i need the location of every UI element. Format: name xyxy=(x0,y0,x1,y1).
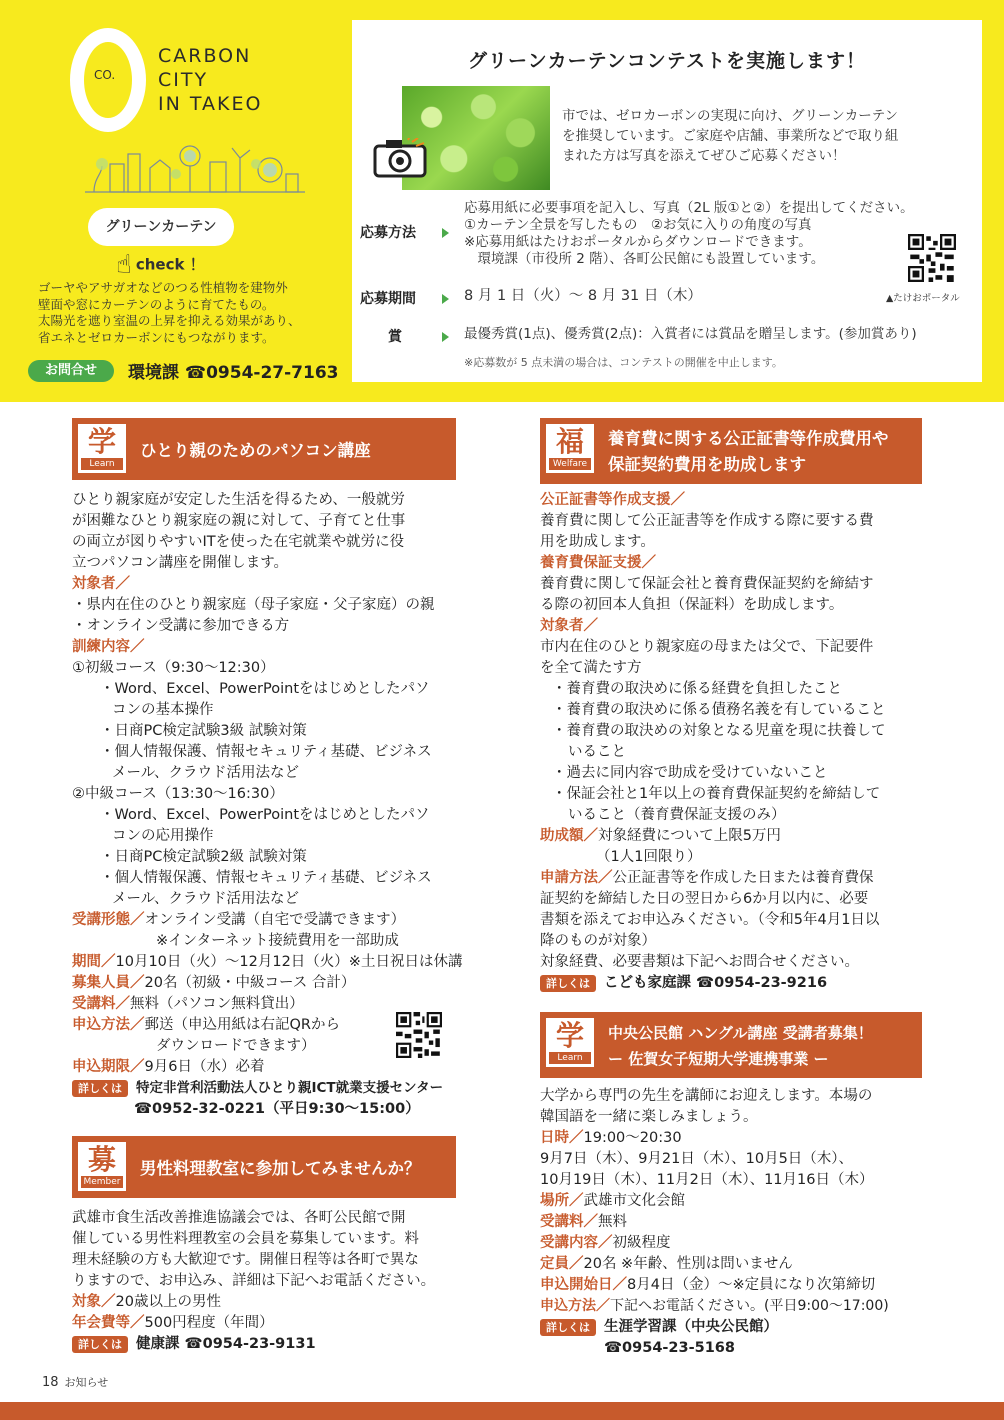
desc-line: ゴーヤやアサガオなどのつる性植物を建物外 xyxy=(38,280,288,295)
body-line: ・個人情報保護、情報セキュリティ基礎、ビジネス xyxy=(100,744,432,760)
cooking-title: 男性料理教室に参加してみませんか？ xyxy=(140,1159,421,1178)
logo-line: CITY xyxy=(158,69,209,91)
method-line: ※応募用紙はたけおポータルからダウンロードできます。 xyxy=(464,234,812,250)
body-line: コンの基本操作 xyxy=(112,702,214,718)
cooking-header xyxy=(72,1136,456,1198)
body-line: ・過去に同内容で助成を受けていないこと xyxy=(552,765,828,781)
body-line: 養育費に関して公正証書等を作成する際に要する費 xyxy=(540,513,874,529)
camera-icon xyxy=(372,138,428,178)
check-text: check ！ xyxy=(135,255,205,274)
field-label: 申請方法／ xyxy=(540,870,613,886)
body-line: ・養育費の取決めに係る経費を負担したこと xyxy=(552,681,842,697)
field-value: 19:00～20:30 xyxy=(583,1130,682,1146)
field-label: 年会費等／ xyxy=(72,1315,145,1331)
pc-course-header xyxy=(72,418,456,480)
body-line: ダウンロードできます） xyxy=(156,1038,316,1054)
learn-badge xyxy=(546,1018,594,1067)
body-line: いること xyxy=(568,744,626,760)
title-line: ー 佐賀女子短期大学連携事業 ー xyxy=(608,1050,829,1068)
field-label: 申込開始日／ xyxy=(540,1277,627,1293)
field-value: 武雄市文化会館 xyxy=(583,1193,685,1209)
qr-code-icon xyxy=(908,234,956,282)
body-line: メール、クラウド活用法など xyxy=(112,891,300,907)
body-line: 武雄市食生活改善推進協議会では、各町公民館で開 xyxy=(72,1210,406,1226)
method-label: 応募方法 xyxy=(360,225,416,241)
field-label: 日時／ xyxy=(540,1130,584,1146)
body-line: ・オンライン受講に参加できる方 xyxy=(72,618,290,634)
field-label: 助成額／ xyxy=(540,828,598,844)
pointing-hand-icon: ☝ xyxy=(116,250,132,280)
body-line: 市内在住のひとり親家庭の母または父で、下記要件 xyxy=(540,639,874,655)
body-line: 降のものが対象） xyxy=(540,933,656,949)
body-line: ・養育費の取決めの対象となる児童を現に扶養して xyxy=(552,723,886,739)
field-label: 募集人員／ xyxy=(72,975,145,991)
green-curtain-description xyxy=(38,280,338,346)
body-line: 立つパソコン講座を開催します。 xyxy=(72,555,289,571)
desc-line: 壁面や窓にカーテンのように育てたもの。 xyxy=(38,296,275,312)
contest-intro xyxy=(562,106,962,166)
contact-tel: ☎0954-23-5168 xyxy=(604,1340,735,1356)
field-value: 初級程度 xyxy=(612,1235,671,1251)
welfare-body xyxy=(540,490,936,994)
body-line: ※インターネット接続費用を一部助成 xyxy=(156,933,399,949)
field-label: 申込方法／ xyxy=(72,1017,145,1033)
field-value: 郵送（申込用紙は右記QRから xyxy=(144,1017,340,1033)
cooking-body xyxy=(72,1208,468,1355)
field-label: 受講内容／ xyxy=(540,1235,613,1251)
field-label: 受講料／ xyxy=(72,996,130,1012)
field-value: 20歳以上の男性 xyxy=(115,1294,221,1310)
field-label: 場所／ xyxy=(540,1193,584,1209)
body-line: 韓国語を一緒に楽しみましょう。 xyxy=(540,1109,758,1125)
qr-code-icon xyxy=(396,1012,442,1058)
contest-note: ※応募数が 5 点未満の場合は、コンテストの開催を中止します。 xyxy=(464,356,783,369)
body-line: の両立が図りやすいITを使った在宅就業や就労に役 xyxy=(72,534,405,550)
badge-en: Learn xyxy=(549,1052,591,1064)
field-value: 無料（パソコン無料貸出） xyxy=(130,996,304,1012)
welfare-title xyxy=(608,426,889,478)
body-line: コンの応用操作 xyxy=(112,828,214,844)
member-badge xyxy=(78,1142,126,1191)
badge-en: Learn xyxy=(81,458,123,470)
badge-kanji: 募 xyxy=(87,1143,116,1176)
body-line: ・養育費の取決めに係る債務名義を有していること xyxy=(552,702,886,718)
check-label xyxy=(116,250,205,280)
field-label: 期間／ xyxy=(72,954,116,970)
field-label: 訓練内容／ xyxy=(72,639,145,655)
body-line: ・Word、Excel、PowerPointをはじめとしたパソ xyxy=(100,807,430,823)
body-line: 用を助成します。 xyxy=(540,534,655,550)
field-label: 対象／ xyxy=(72,1294,116,1310)
body-line: る際の初回本人負担（保証料）を助成します。 xyxy=(540,597,844,613)
field-value: 公正証書等を作成した日または養育費保 xyxy=(612,870,874,886)
learn-badge xyxy=(78,424,126,473)
arrow-right-icon xyxy=(442,294,449,304)
method-line: 応募用紙に必要事項を記入し、写真（2L 版①と②）を提出してください。 xyxy=(464,200,914,216)
org-name: 特定非営利活動法人ひとり親ICT就業支援センター xyxy=(136,1080,444,1096)
badge-kanji: 福 xyxy=(555,425,584,458)
desc-line: 省エネとゼロカーボンにもつながります。 xyxy=(38,329,275,345)
badge-en: Welfare xyxy=(549,458,591,470)
field-value: 下記へお電話ください。(平日9:00～17:00) xyxy=(610,1298,889,1314)
welfare-badge xyxy=(546,424,594,473)
top-band xyxy=(0,0,1004,402)
qr-caption: ▲たけおポータル xyxy=(886,293,960,304)
body-line: を全て満たす方 xyxy=(540,660,642,676)
arrow-right-icon xyxy=(442,228,449,238)
body-line: ②中級コース（13:30～16:30） xyxy=(72,786,284,802)
korean-body xyxy=(540,1086,936,1359)
body-line: ・Word、Excel、PowerPointをはじめとしたパソ xyxy=(100,681,430,697)
body-line: 証契約を締結した日の翌日から6か月以内に、必要 xyxy=(540,891,869,907)
intro-line: 市では、ゼロカーボンの実現に向け、グリーンカーテン xyxy=(562,108,899,124)
field-value: 8月4日（金）～※定員になり次第締切 xyxy=(627,1277,876,1293)
details-tag: 詳しくは xyxy=(72,1080,128,1097)
field-value: 20名 ※年齢、性別は問いません xyxy=(583,1256,793,1272)
field-label: 対象者／ xyxy=(72,576,130,592)
period-label: 応募期間 xyxy=(360,291,416,307)
body-line: いること（養育費保証支援のみ） xyxy=(568,807,786,823)
body-line: が困難なひとり親家庭の親に対して、子育てと仕事 xyxy=(72,513,406,529)
title-line: 中央公民館 ハングル講座 受講者募集！ xyxy=(608,1024,873,1042)
prize-label: 賞 xyxy=(388,329,402,345)
field-label: 受講料／ xyxy=(540,1214,598,1230)
logo-line: CARBON xyxy=(158,45,252,67)
body-line: （1人1回限り） xyxy=(596,849,702,865)
method-text xyxy=(464,200,914,268)
details-tag: 詳しくは xyxy=(540,975,596,992)
badge-kanji: 学 xyxy=(87,425,116,458)
field-label: 申込方法／ xyxy=(540,1298,610,1314)
title-line: 保証契約費用を助成します xyxy=(608,455,806,474)
contest-title: グリーンカーテンコンテストを実施します！ xyxy=(468,50,866,72)
field-label: 申込期限／ xyxy=(72,1059,145,1075)
page-number xyxy=(42,1374,108,1390)
body-line: ①初級コース（9:30～12:30） xyxy=(72,660,275,676)
page-number-value: 18 xyxy=(42,1375,59,1390)
period-text: 8 月 1 日（火）～ 8 月 31 日（木） xyxy=(464,288,702,304)
body-line: 理未経験の方も大歓迎です。開催日程等は各町で異な xyxy=(72,1252,419,1268)
field-value: 9月6日（水）必着 xyxy=(144,1059,265,1075)
city-illustration-icon xyxy=(80,134,310,198)
badge-en: Member xyxy=(81,1176,123,1188)
method-line: 環境課（市役所 2 階）、各町公民館にも設置しています。 xyxy=(464,251,825,267)
body-line: メール、クラウド活用法など xyxy=(112,765,300,781)
contest-box xyxy=(352,20,982,382)
contact-tel: 健康課 ☎0954-23-9131 xyxy=(136,1336,316,1352)
contact-tel: こども家庭課 ☎0954-23-9216 xyxy=(604,975,828,991)
body-line: ・日商PC検定試験3級 試験対策 xyxy=(100,723,307,739)
body-line: 大学から専門の先生を講師にお迎えします。本場の xyxy=(540,1088,873,1104)
desc-line: 太陽光を遮り室温の上昇を抑える効果があり、 xyxy=(38,313,301,328)
body-line: ・個人情報保護、情報セキュリティ基礎、ビジネス xyxy=(100,870,432,886)
body-line: 催している男性料理教室の会員を募集しています。料 xyxy=(72,1231,419,1247)
logo-co: CO. xyxy=(94,68,116,82)
green-curtain-pill: グリーンカーテン xyxy=(88,208,234,246)
field-value: 500円程度（年間） xyxy=(144,1315,274,1331)
badge-kanji: 学 xyxy=(555,1019,584,1052)
field-value: 10月10日（火）～12月12日（火）※土日祝日は休講 xyxy=(115,954,463,970)
field-label: 養育費保証支援／ xyxy=(540,555,656,571)
arrow-right-icon xyxy=(442,332,449,342)
body-line: りますので、お申込み、詳細は下記へお電話ください。 xyxy=(72,1273,436,1289)
inquiry-tag: お問合せ xyxy=(28,360,114,382)
intro-line: まれた方は写真を添えてぜひご応募ください！ xyxy=(562,148,846,164)
field-label: 公正証書等作成支援／ xyxy=(540,492,685,508)
field-value: 20名（初級・中級コース 合計） xyxy=(144,975,356,991)
body-line: ・県内在住のひとり親家庭（母子家庭・父子家庭）の親 xyxy=(72,597,435,613)
korean-title xyxy=(608,1020,873,1072)
korean-header xyxy=(540,1012,922,1078)
body-line: ・日商PC検定試験2級 試験対策 xyxy=(100,849,307,865)
body-line: ・保証会社と1年以上の養育費保証契約を締結して xyxy=(552,786,881,802)
prize-text: 最優秀賞(1点)、優秀賞(2点)：入賞者には賞品を贈呈します。(参加賞あり) xyxy=(464,326,917,342)
contact-name: 生涯学習課（中央公民館） xyxy=(604,1319,778,1335)
body-line: 書類を添えてお申込みください。（令和5年4月1日以 xyxy=(540,912,880,928)
inquiry-contact: 環境課 ☎0954-27-7163 xyxy=(128,363,339,383)
logo-text xyxy=(158,44,262,116)
footer-bar xyxy=(0,1402,1004,1420)
details-tag: 詳しくは xyxy=(72,1336,128,1353)
intro-line: を推奨しています。ご家庭や店舗、事業所などで取り組 xyxy=(562,128,899,144)
field-label: 対象者／ xyxy=(540,618,598,634)
field-label: 定員／ xyxy=(540,1256,584,1272)
welfare-header xyxy=(540,418,922,484)
title-line: 養育費に関する公正証書等作成費用や xyxy=(608,429,889,448)
method-line: ①カーテン全景を写したもの ②お気に入りの角度の写真 xyxy=(464,217,812,233)
body-line: ひとり親家庭が安定した生活を得るため、一般就労 xyxy=(72,492,405,508)
body-line: 養育費に関して保証会社と養育費保証契約を締結す xyxy=(540,576,874,592)
body-line: 10月19日（木）、11月2日（木）、11月16日（木） xyxy=(540,1172,874,1188)
field-value: 対象経費について上限5万円 xyxy=(598,828,781,844)
page-label: お知らせ xyxy=(64,1376,109,1389)
field-label: 受講形態／ xyxy=(72,912,145,928)
pc-course-title: ひとり親のためのパソコン講座 xyxy=(140,441,371,460)
logo-line: IN TAKEO xyxy=(158,93,263,115)
details-tag: 詳しくは xyxy=(540,1319,596,1336)
field-value: 無料 xyxy=(598,1214,627,1230)
body-line: 対象経費、必要書類は下記へお問合せください。 xyxy=(540,954,859,970)
body-line: 9月7日（木）、9月21日（木）、10月5日（木）、 xyxy=(540,1151,854,1167)
field-value: オンライン受講（自宅で受講できます） xyxy=(144,912,406,928)
contact-tel: ☎0952-32-0221（平日9:30～15:00） xyxy=(134,1101,420,1117)
